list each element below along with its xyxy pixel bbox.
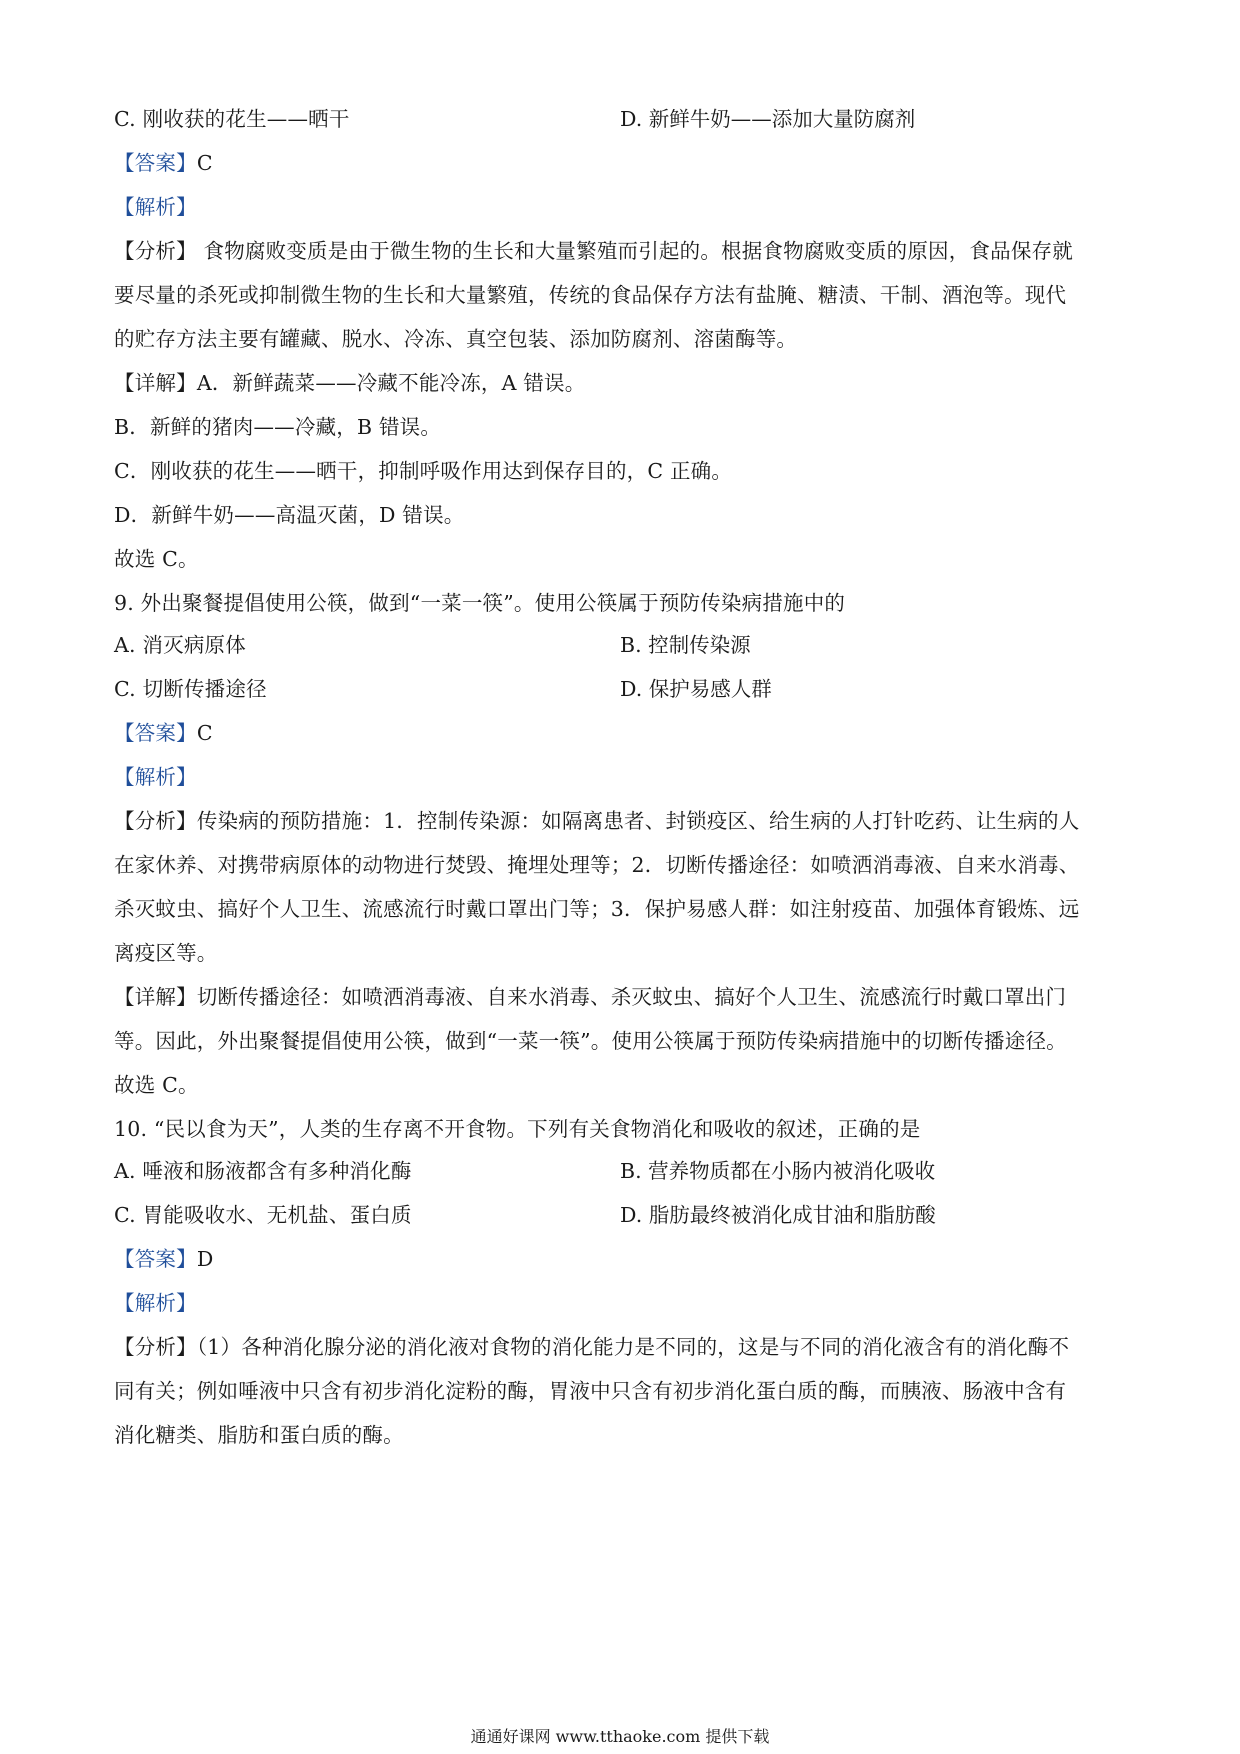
fenxi-text: 食物腐败变质是由于微生物的生长和大量繁殖而引起的。根据食物腐败变质的原因，食品保存就	[196, 239, 1073, 263]
q10-option-d: D. 脂肪最终被消化成甘油和脂肪酸	[620, 1203, 936, 1227]
answer-label: 【答案】	[114, 721, 197, 745]
q9-option-d: D. 保护易感人群	[620, 677, 772, 701]
q8-option-c: C. 刚收获的花生——晒干	[114, 107, 350, 131]
fenxi-text: （1）各种消化腺分泌的消化液对食物的消化能力是不同的，这是与不同的消化液含有的消化酶不	[196, 1335, 1070, 1359]
q10-jiexi-label: 【解析】	[114, 1291, 197, 1315]
q9-fenxi-line-4: 离疫区等。	[114, 941, 218, 965]
q10-option-c: C. 胃能吸收水、无机盐、蛋白质	[114, 1203, 412, 1227]
q8-fenxi-line-1	[114, 236, 1134, 266]
q9-fenxi-line-1	[114, 806, 1134, 836]
fenxi-label: 【分析】	[114, 809, 197, 833]
q10-stem: 10. “民以食为天”，人类的生存离不开食物。下列有关食物消化和吸收的叙述，正确的是	[114, 1117, 921, 1141]
q9-option-a: A. 消灭病原体	[114, 633, 246, 657]
q9-option-b: B. 控制传染源	[620, 633, 751, 657]
q9-fenxi-line-3: 杀灭蚊虫、搞好个人卫生、流感流行时戴口罩出门等；3．保护易感人群：如注射疫苗、加强体育锻炼、远	[114, 897, 1080, 921]
q8-fenxi-line-2: 要尽量的杀死或抑制微生物的生长和大量繁殖，传统的食品保存方法有盐腌、糖渍、干制、酒泡等。现代	[114, 283, 1067, 307]
xiangjie-text: A．新鲜蔬菜——冷藏不能冷冻，A 错误。	[196, 371, 586, 395]
q8-answer	[114, 148, 1134, 178]
q9-answer	[114, 718, 1134, 748]
q8-jiexi-label: 【解析】	[114, 195, 197, 219]
q8-xiangjie-line-1	[114, 368, 1134, 398]
q9-xiangjie-line-2: 等。因此，外出聚餐提倡使用公筷，做到“一菜一筷”。使用公筷属于预防传染病措施中的切断传播途径。	[114, 1029, 1067, 1053]
q9-xiangjie-line-1	[114, 982, 1134, 1012]
answer-value: D	[196, 1247, 214, 1271]
q9-jiexi-label: 【解析】	[114, 765, 197, 789]
q9-fenxi-line-2: 在家休养、对携带病原体的动物进行焚毁、掩埋处理等；2．切断传播途径：如喷洒消毒液、自来水消毒、	[114, 853, 1080, 877]
answer-label: 【答案】	[114, 1247, 197, 1271]
q9-conclusion: 故选 C。	[114, 1073, 199, 1097]
q8-option-d: D. 新鲜牛奶——添加大量防腐剂	[620, 107, 916, 131]
q10-option-a: A. 唾液和肠液都含有多种消化酶	[114, 1159, 412, 1183]
q8-xiangjie-line-2: B．新鲜的猪肉——冷藏，B 错误。	[114, 415, 442, 439]
q8-fenxi-line-3: 的贮存方法主要有罐藏、脱水、冷冻、真空包装、添加防腐剂、溶菌酶等。	[114, 327, 798, 351]
q9-stem: 9. 外出聚餐提倡使用公筷，做到“一菜一筷”。使用公筷属于预防传染病措施中的	[114, 591, 846, 615]
xiangjie-label: 【详解】	[114, 371, 197, 395]
fenxi-label: 【分析】	[114, 1335, 197, 1359]
page-footer: 通通好课网 www.tthaoke.com 提供下载	[470, 1727, 770, 1746]
q9-option-c: C. 切断传播途径	[114, 677, 267, 701]
q8-conclusion: 故选 C。	[114, 547, 199, 571]
q10-option-b: B. 营养物质都在小肠内被消化吸收	[620, 1159, 936, 1183]
q10-fenxi-line-1	[114, 1332, 1134, 1362]
fenxi-text: 传染病的预防措施：1．控制传染源：如隔离患者、封锁疫区、给生病的人打针吃药、让生病的人	[196, 809, 1080, 833]
answer-value: C	[196, 151, 213, 175]
answer-value: C	[196, 721, 213, 745]
q10-answer	[114, 1244, 1134, 1274]
q10-fenxi-line-3: 消化糖类、脂肪和蛋白质的酶。	[114, 1423, 404, 1447]
q10-fenxi-line-2: 同有关；例如唾液中只含有初步消化淀粉的酶，胃液中只含有初步消化蛋白质的酶，而胰液、肠液中含有	[114, 1379, 1067, 1403]
q8-xiangjie-line-4: D．新鲜牛奶——高温灭菌，D 错误。	[114, 503, 465, 527]
q8-xiangjie-line-3: C．刚收获的花生——晒干，抑制呼吸作用达到保存目的，C 正确。	[114, 459, 733, 483]
fenxi-label: 【分析】	[114, 239, 197, 263]
xiangjie-text: 切断传播途径：如喷洒消毒液、自来水消毒、杀灭蚊虫、搞好个人卫生、流感流行时戴口罩出门	[196, 985, 1067, 1009]
answer-label: 【答案】	[114, 151, 197, 175]
xiangjie-label: 【详解】	[114, 985, 197, 1009]
